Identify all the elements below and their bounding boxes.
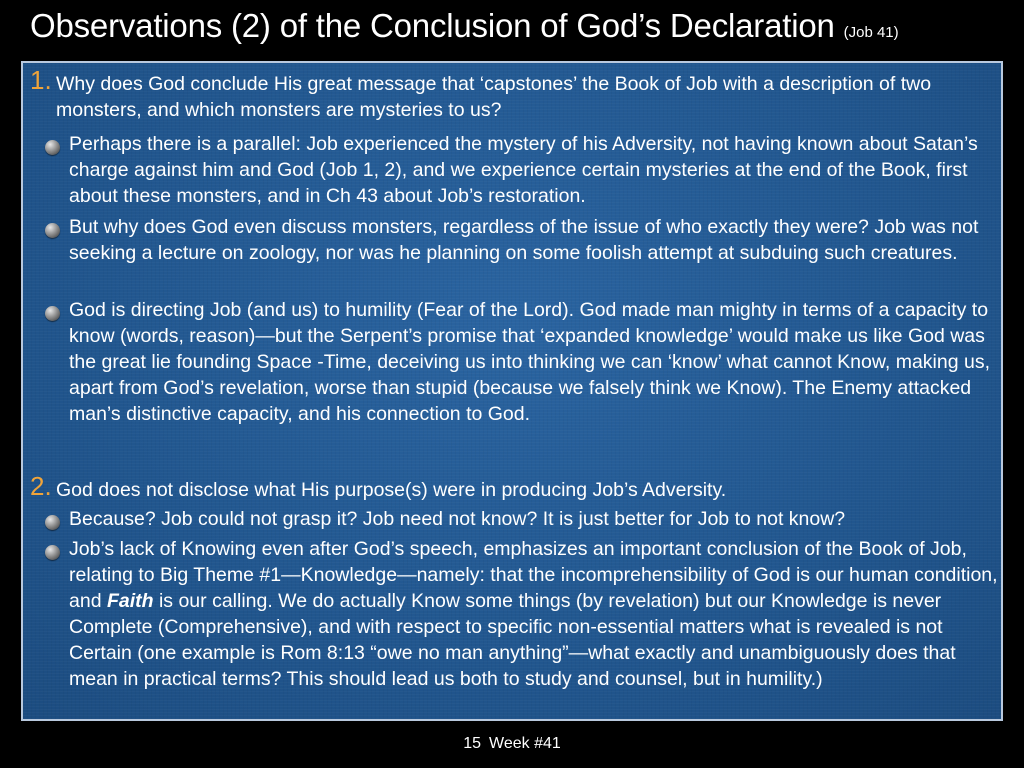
bullet-icon bbox=[45, 515, 60, 530]
faith-emphasis: Faith bbox=[106, 590, 154, 612]
point-text: Why does God conclude His great message that ‘capstones’ the Book of Job with a description of two monsters, and which monsters are mysteries to us? bbox=[56, 73, 932, 121]
slide-number: 15 bbox=[463, 735, 482, 752]
bullet-icon bbox=[45, 545, 60, 560]
subpoint-text: Because? Job could not grasp it? Job need not know? It is just better for Job to not know? bbox=[69, 508, 846, 530]
content-panel bbox=[21, 61, 1003, 721]
point-text: God does not disclose what His purpose(s) were in producing Job’s Adversity. bbox=[56, 479, 727, 501]
slide-title-reference: (Job 41) bbox=[843, 24, 899, 41]
subpoint-text: God is directing Job (and us) to humility (Fear of the Lord). God made man mighty in terms of a capacity to know (words, reason)—but the Serpent’s promise that ‘expanded knowledge’ would make us like God was the great lie founding Space -Time, deceiving us into thinking we can ‘know’ what cannot Know, making us, apart from God’s revelation, worse than stupid (because we falsely think we Know). The Enemy attacked man’s distinctive capacity, and his connection to God. bbox=[69, 299, 990, 425]
slide-title-main: Observations (2) of the Conclusion of God’s Declaration bbox=[30, 7, 835, 44]
slide-title bbox=[30, 4, 1010, 55]
point-number: 2. bbox=[30, 471, 52, 501]
bullet-icon bbox=[45, 306, 60, 321]
subpoint-text: Job’s lack of Knowing even after God’s speech, emphasizes an important conclusion of the Book of Job, relating to Big Theme #1—Knowledge—namely: that the incomprehensibility of God is our human condition, and Faith is our calling. We do actually Know some things (by revelation) but our Knowledge is never Complete (Comprehensive), and with respect to specific non-essential matters what is revealed is not Certain (one example is Rom 8:13 “owe no man anything”—what exactly and unambiguously does that mean in practical terms? This should lead us both to study and counsel, but in humility.) bbox=[69, 538, 998, 690]
bullet-icon bbox=[45, 140, 60, 155]
subpoint-text: Perhaps there is a parallel: Job experienced the mystery of his Adversity, not having known about Satan’s charge against him and God (Job 1, 2), and we experience certain mysteries at the end of the Book, first about these monsters, and in Ch 43 about Job’s restoration. bbox=[69, 133, 978, 207]
point-number: 1. bbox=[30, 65, 52, 95]
subpoint-text: But why does God even discuss monsters, regardless of the issue of who exactly they were? Job was not seeking a lecture on zoology, nor was he planning on some foolish attempt at subduing such creatures. bbox=[69, 216, 979, 264]
slide-footer bbox=[0, 734, 1024, 754]
bullet-icon bbox=[45, 223, 60, 238]
week-label: Week #41 bbox=[489, 735, 561, 752]
